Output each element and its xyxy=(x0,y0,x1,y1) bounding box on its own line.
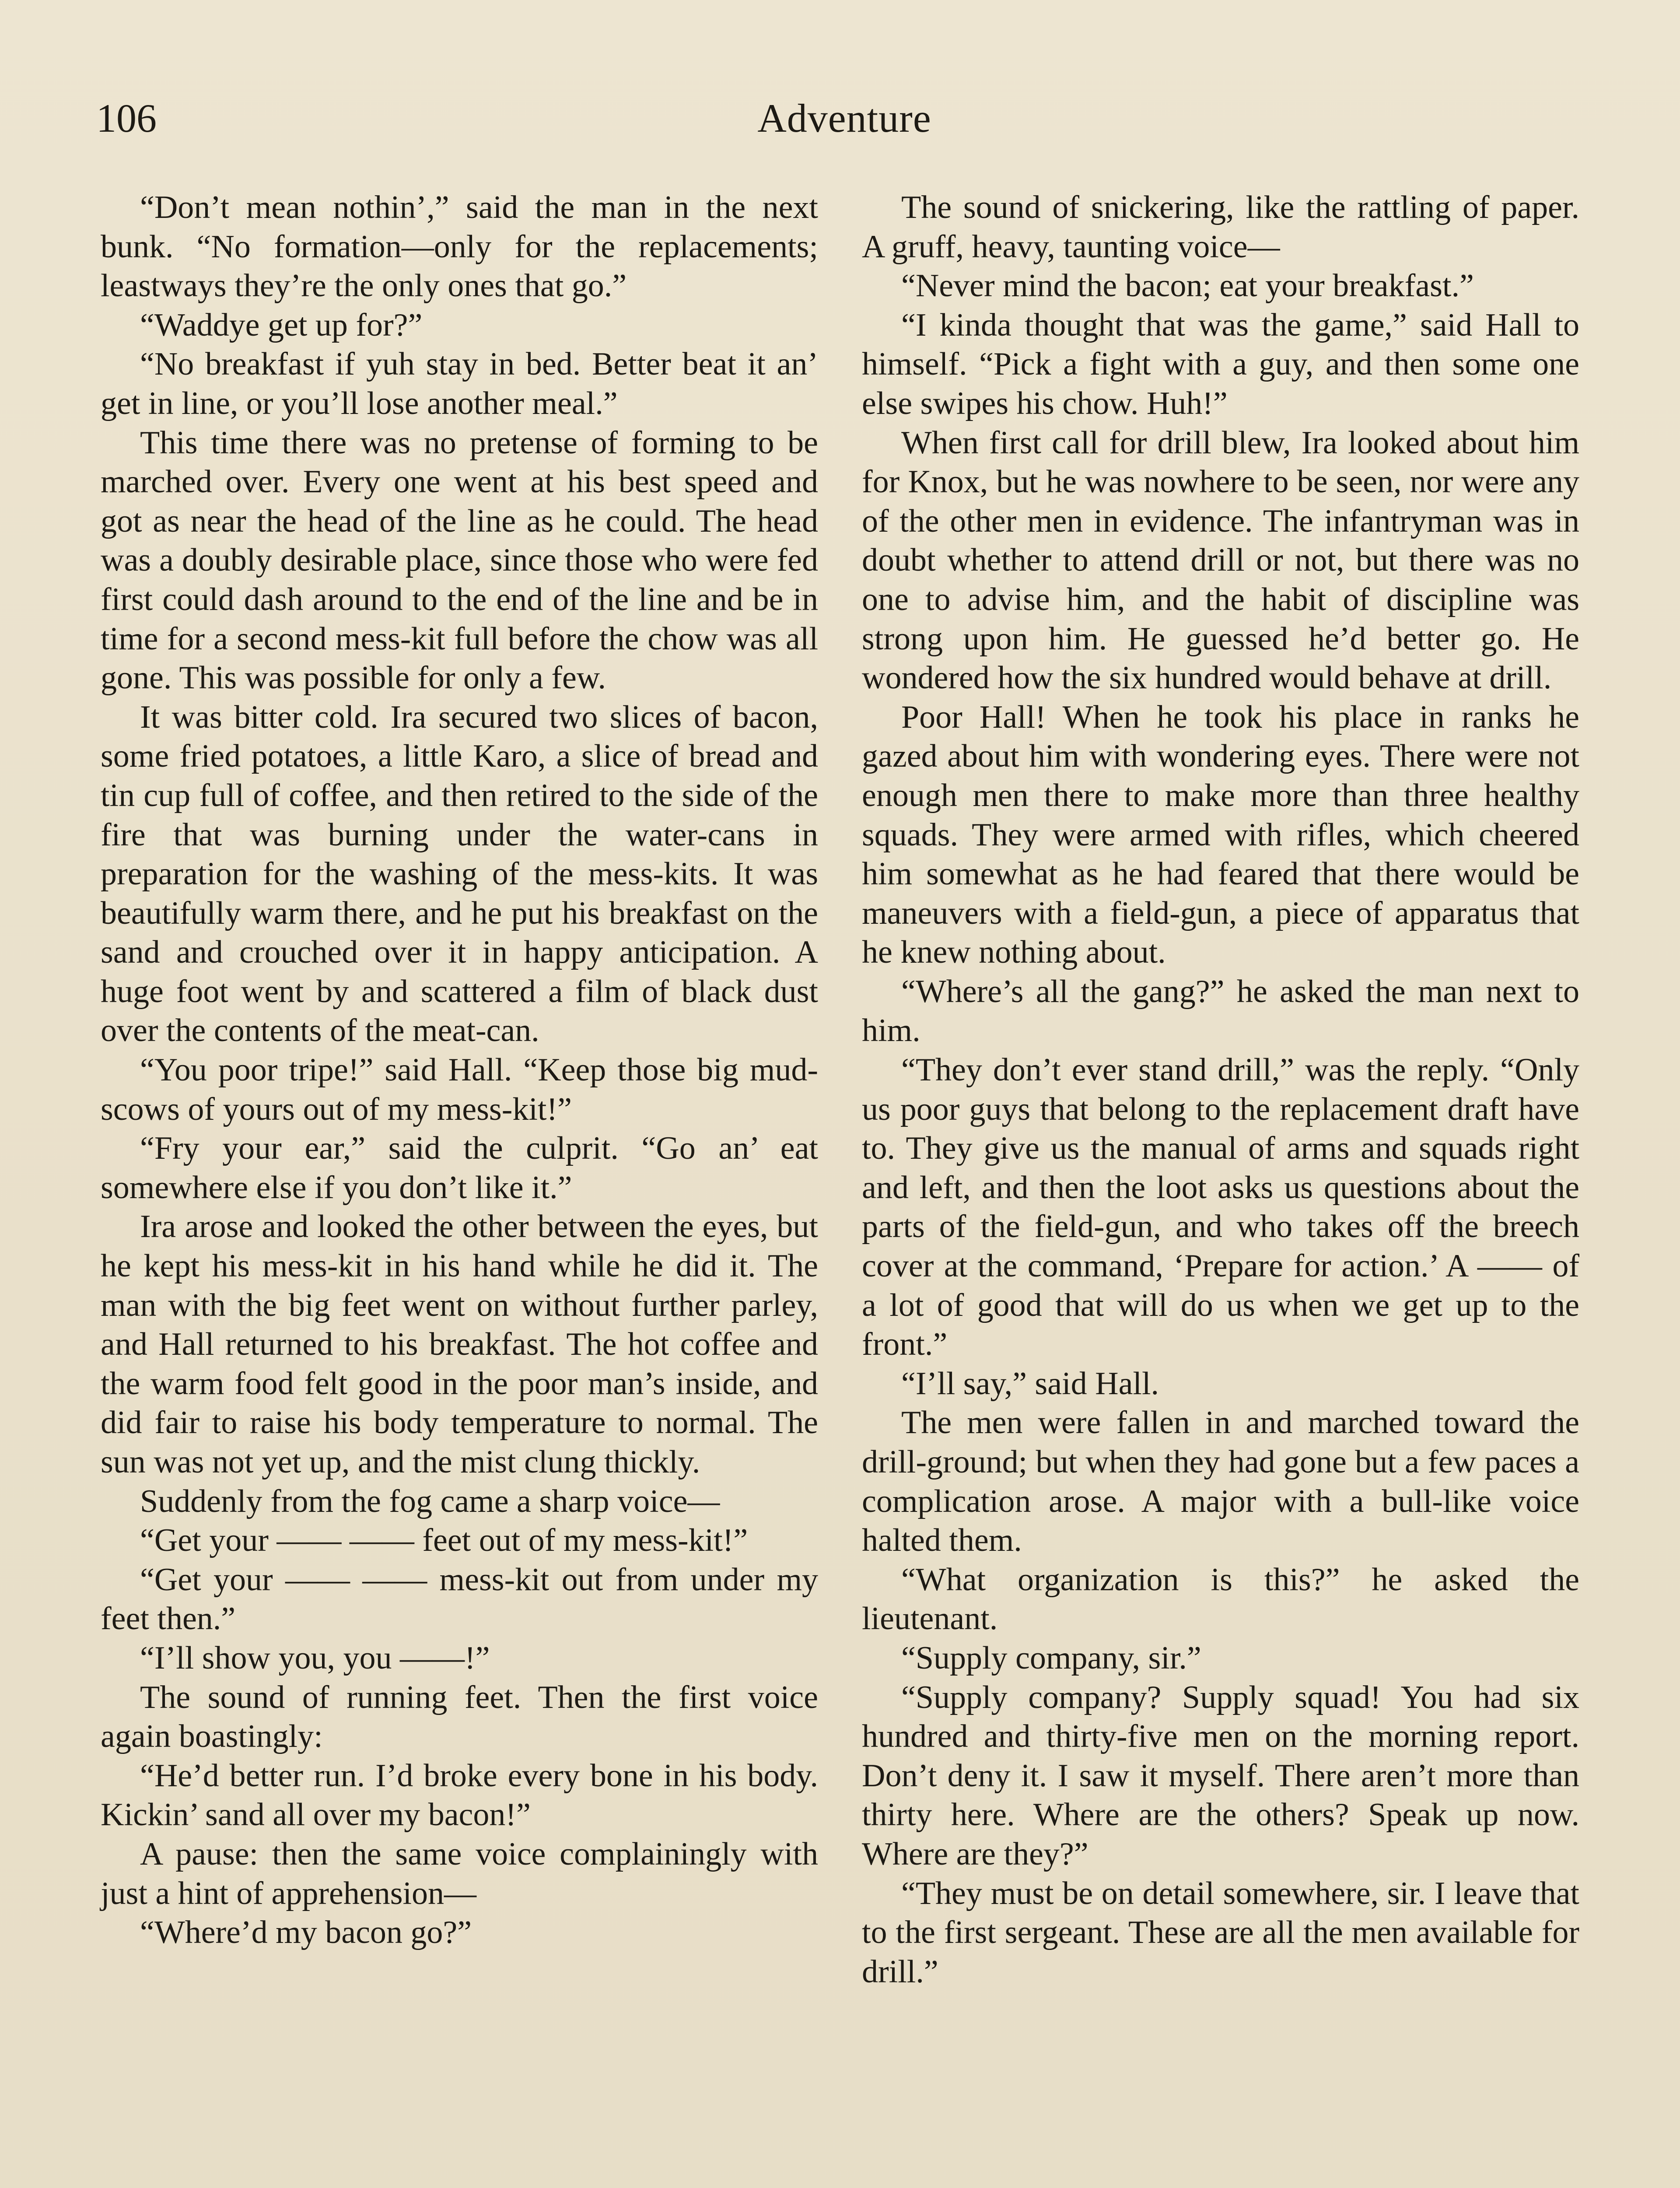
right-column xyxy=(862,188,1579,1992)
paragraph: “No breakfast if yuh stay in bed. Better beat it an’ get in line, or you’ll lose another meal.” xyxy=(101,346,818,421)
paragraph: “Where’s all the gang?” he asked the man next to him. xyxy=(862,973,1579,1049)
paragraph: Ira arose and looked the other between the eyes, but he kept his mess-kit in his hand while he did it. The man with the big feet went on without further parley, and Hall returned to his breakfast. The hot coffee and the warm food felt good in the poor man’s inside, and did fair to raise his body temperature to normal. The sun was not yet up, and the mist clung thickly. xyxy=(101,1209,818,1480)
page-header xyxy=(96,88,1592,149)
paragraph: It was bitter cold. Ira secured two slices of bacon, some fried potatoes, a little Karo, a slice of bread and tin cup full of coffee, and then retired to the side of the fire that was burning under the water-cans in preparation for the washing of the mess-kits. It was beautifully warm there, and he put his breakfast on the sand and crouched over it in happy anticipation. A huge foot went by and scattered a film of black dust over the contents of the meat-can. xyxy=(101,699,818,1049)
paragraph: “Don’t mean nothin’,” said the man in the next bunk. “No formation—only for the replacements; leastways they’re the only ones that go.” xyxy=(101,189,818,304)
paragraph: “They don’t ever stand drill,” was the reply. “Only us poor guys that belong to the replacement draft have to. They give us the manual of arms and squads right and left, and then the loot asks us questions about the parts of the field-gun, and who takes off the breech cover at the command, ‘Prepare for action.’ A —— of a lot of good that will do us when we get up to the front.” xyxy=(862,1052,1579,1363)
paragraph: “Fry your ear,” said the culprit. “Go an’ eat somewhere else if you don’t like it.” xyxy=(101,1130,818,1206)
paragraph: “They must be on detail somewhere, sir. I leave that to the first sergeant. These are all the men available for drill.” xyxy=(862,1875,1579,1990)
paragraph: Poor Hall! When he took his place in ranks he gazed about him with wondering eyes. There were not enough men there to make more than three healthy squads. They were armed with rifles, which cheered him somewhat as he had feared that there would be maneuvers with a field-gun, a piece of apparatus that he knew nothing about. xyxy=(862,699,1579,971)
paragraph: “I’ll show you, you ——!” xyxy=(140,1640,490,1676)
paragraph: “He’d better run. I’d broke every bone in his body. Kickin’ sand all over my bacon!” xyxy=(101,1757,818,1833)
paragraph: “Waddye get up for?” xyxy=(140,307,423,343)
paragraph: “What organization is this?” he asked the lieutenant. xyxy=(862,1561,1579,1637)
paragraph: The sound of snickering, like the rattling of paper. A gruff, heavy, taunting voice— xyxy=(862,189,1579,265)
paragraph: “Supply company, sir.” xyxy=(901,1640,1201,1676)
paragraph: “I kinda thought that was the game,” said Hall to himself. “Pick a fight with a guy, and then some one else swipes his chow. Huh!” xyxy=(862,307,1579,421)
paragraph: A pause: then the same voice complainingly with just a hint of apprehension— xyxy=(101,1836,818,1911)
paragraph: The men were fallen in and marched toward the drill-ground; but when they had gone but a few paces a complication arose. A major with a bull-like voice halted them. xyxy=(862,1405,1579,1559)
paragraph: “You poor tripe!” said Hall. “Keep those big mud-scows of yours out of my mess-kit!” xyxy=(101,1052,818,1127)
paragraph: “I’ll say,” said Hall. xyxy=(901,1365,1159,1402)
paragraph: “Get your —— —— feet out of my mess-kit!” xyxy=(140,1522,748,1559)
paragraph: This time there was no pretense of forming to be marched over. Every one went at his best speed and got as near the head of the line as he could. The head was a doubly desirable place, since those who were fed first could dash around to the end of the line and be in time for a second mess-kit full before the chow was all gone. This was possible for only a few. xyxy=(101,424,818,696)
paragraph: “Never mind the bacon; eat your breakfast.” xyxy=(901,268,1474,304)
left-column xyxy=(101,188,818,1953)
paragraph: “Where’d my bacon go?” xyxy=(140,1914,472,1951)
paragraph: Suddenly from the fog came a sharp voice— xyxy=(140,1483,720,1519)
magazine-title: Adventure xyxy=(757,96,931,140)
paragraph: The sound of running feet. Then the first voice again boastingly: xyxy=(101,1679,818,1755)
paragraph: “Supply company? Supply squad! You had six hundred and thirty-five men on the morning report. Don’t deny it. I saw it myself. There aren’t more than thirty here. Where are the others? Speak up now. Where are they?” xyxy=(862,1679,1579,1872)
paragraph: “Get your —— —— mess-kit out from under my feet then.” xyxy=(101,1561,818,1637)
page-number: 106 xyxy=(96,96,157,140)
paragraph: When first call for drill blew, Ira looked about him for Knox, but he was nowhere to be seen, nor were any of the other men in evidence. The infantryman was in doubt whether to attend drill or not, but there was no one to advise him, and the habit of discipline was strong upon him. He guessed he’d better go. He wondered how the six hundred would behave at drill. xyxy=(862,424,1579,696)
